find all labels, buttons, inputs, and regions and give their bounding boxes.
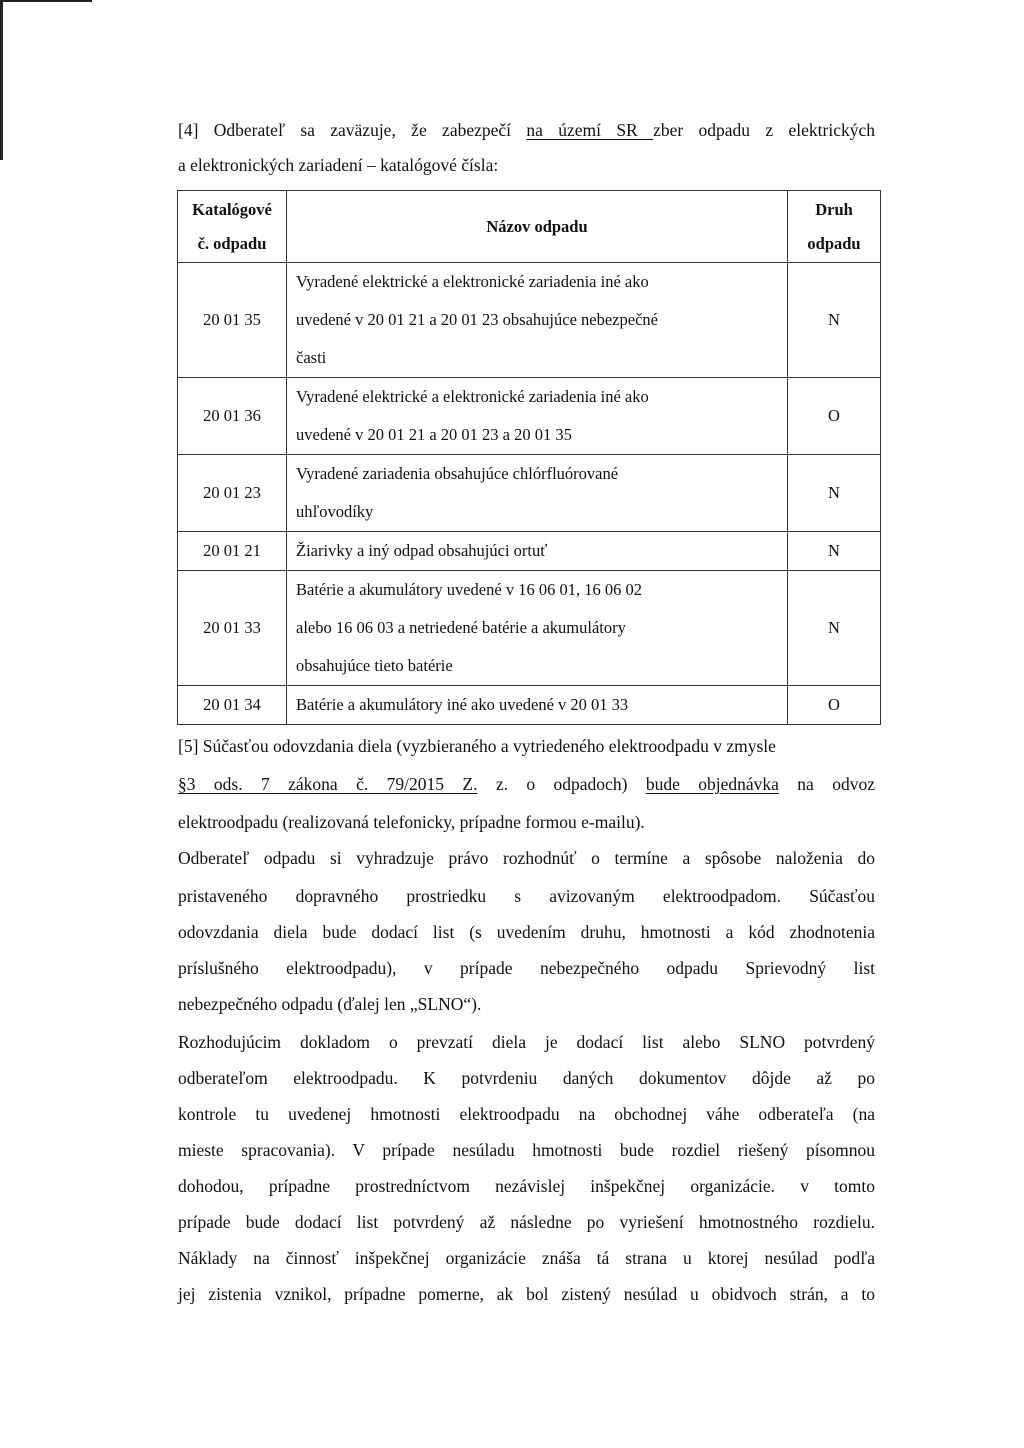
header-type-l1: Druh (815, 199, 853, 219)
para5-line12: mieste spracovania). V prípade nesúladu hmotnosti bude rozdiel riešený písomnou (178, 1140, 875, 1160)
waste-name-line: Batérie a akumulátory uvedené v 16 06 01, 16 06 02 (296, 580, 642, 599)
waste-type-cell: O (788, 686, 881, 725)
waste-name-line: uvedené v 20 01 21 a 20 01 23 obsahujúce nebezpečné (296, 310, 658, 329)
table-row (178, 263, 881, 378)
para5-line10: odberateľom elektroodpadu. K potvrdeniu daných dokumentov dôjde až po (178, 1068, 875, 1088)
waste-code-cell: 20 01 33 (178, 571, 287, 686)
waste-name-line: Vyradené zariadenia obsahujúce chlórfluórované (296, 464, 619, 483)
para5-line4: Odberateľ odpadu si vyhradzuje právo rozhodnúť o termíne a spôsobe naloženia do (178, 848, 875, 868)
para4-line1-b: zber odpadu z elektrických (653, 120, 875, 140)
header-type-l2: odpadu (807, 233, 861, 253)
para4-line1-underlined: na území SR (526, 120, 654, 140)
waste-name-line: alebo 16 06 03 a netriedené batérie a akumulátory (296, 618, 626, 637)
para5-line2-mid: z. o odpadoch) (477, 774, 646, 794)
header-catalog-l1: Katalógové (192, 199, 272, 219)
table-body (178, 263, 881, 725)
header-catalog-number (178, 191, 287, 263)
para4-line2: a elektronických zariadení – katalógové čísla: (178, 155, 499, 175)
para5-line6: odovzdania diela bude dodací list (s uvedením druhu, hmotnosti a kód zhodnotenia (178, 922, 875, 942)
header-waste-type (788, 191, 881, 263)
waste-name-line: Vyradené elektrické a elektronické zariadenia iné ako (296, 387, 649, 406)
para4-line1 (178, 120, 875, 141)
para5-line9: Rozhodujúcim dokladom o prevzatí diela je dodací list alebo SLNO potvrdený (178, 1032, 875, 1052)
waste-type-cell: N (788, 571, 881, 686)
waste-name-line: Žiarivky a iný odpad obsahujúci ortuť (296, 541, 548, 560)
table-row (178, 686, 881, 725)
waste-name-cell (287, 532, 788, 571)
scan-edge-left (0, 0, 3, 160)
scan-edge-top (0, 0, 92, 2)
para5-line3: elektroodpadu (realizovaná telefonicky, prípadne formou e-mailu). (178, 812, 645, 832)
para5-line2-law-ref: §3 ods. 7 zákona č. 79/2015 Z. (178, 774, 478, 794)
waste-name-cell (287, 263, 788, 378)
waste-name-cell (287, 455, 788, 532)
table-row (178, 455, 881, 532)
table-header-row (178, 191, 881, 263)
waste-name-line: časti (296, 348, 327, 367)
para5-line1: [5] Súčasťou odovzdania diela (vyzbieraného a vytriedeného elektroodpadu v zmysle (178, 736, 776, 756)
para4-line1-a: [4] Odberateľ sa zaväzuje, že zabezpečí (178, 120, 527, 140)
header-waste-name: Názov odpadu (287, 191, 788, 263)
waste-code-cell: 20 01 21 (178, 532, 287, 571)
waste-code-cell: 20 01 34 (178, 686, 287, 725)
para5-line13: dohodou, prípadne prostredníctvom nezávislej inšpekčnej organizácie. v tomto (178, 1176, 875, 1196)
table-row (178, 571, 881, 686)
para5-line14: prípade bude dodací list potvrdený až následne po vyriešení hmotnostného rozdielu. (178, 1212, 875, 1232)
header-catalog-l2: č. odpadu (197, 233, 267, 253)
waste-name-cell (287, 378, 788, 455)
waste-name-line: uhľovodíky (296, 502, 374, 521)
para5-line2-end: na odvoz (778, 774, 875, 794)
para5-line2-order: bude objednávka (645, 774, 779, 794)
para5-line11: kontrole tu uvedenej hmotnosti elektroodpadu na obchodnej váhe odberateľa (na (178, 1104, 875, 1124)
waste-code-cell: 20 01 36 (178, 378, 287, 455)
waste-name-line: Batérie a akumulátory iné ako uvedené v 20 01 33 (296, 695, 629, 714)
waste-type-cell: O (788, 378, 881, 455)
waste-code-cell: 20 01 23 (178, 455, 287, 532)
para5-line5: pristaveného dopravného prostriedku s avizovaným elektroodpadom. Súčasťou (178, 886, 875, 906)
table-row (178, 532, 881, 571)
para5-line16: jej zistenia vznikol, prípadne pomerne, ak bol zistený nesúlad u obidvoch strán, a to (178, 1284, 875, 1304)
waste-code-cell: 20 01 35 (178, 263, 287, 378)
waste-type-cell: N (788, 455, 881, 532)
waste-type-cell: N (788, 532, 881, 571)
waste-type-cell: N (788, 263, 881, 378)
waste-catalog-table (177, 190, 881, 725)
waste-name-line: Vyradené elektrické a elektronické zariadenia iné ako (296, 272, 649, 291)
para5-line15: Náklady na činnosť inšpekčnej organizácie znáša tá strana u ktorej nesúlad podľa (178, 1248, 875, 1268)
waste-name-line: uvedené v 20 01 21 a 20 01 23 a 20 01 35 (296, 425, 572, 444)
waste-name-cell (287, 571, 788, 686)
waste-name-line: obsahujúce tieto batérie (296, 656, 453, 675)
para5-line7: príslušného elektroodpadu), v prípade nebezpečného odpadu Sprievodný list (178, 958, 875, 978)
para5-line8: nebezpečného odpadu (ďalej len „SLNO“). (178, 994, 482, 1014)
waste-name-cell (287, 686, 788, 725)
table-row (178, 378, 881, 455)
para5-line2 (178, 774, 875, 795)
